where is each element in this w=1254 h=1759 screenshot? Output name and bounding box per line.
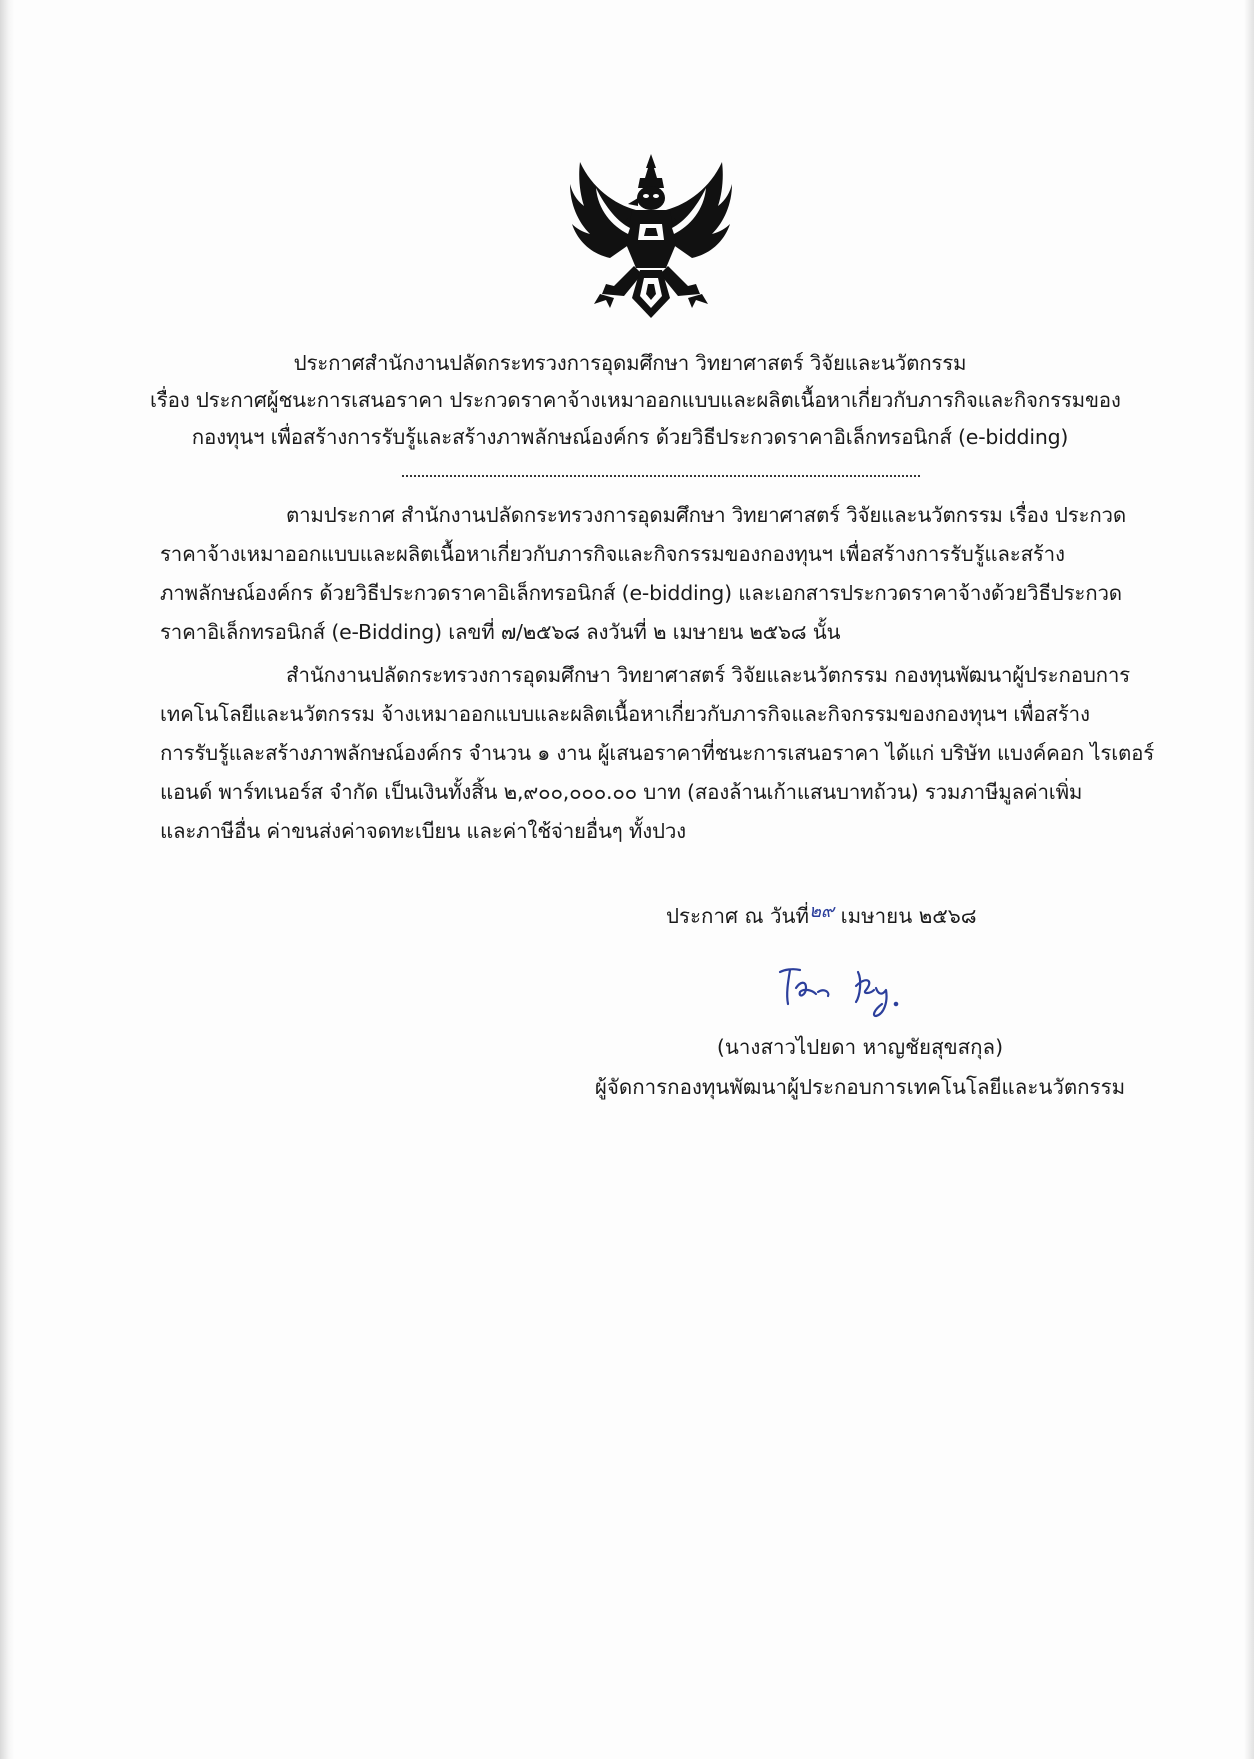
date-day-handwritten: ๒๙ — [809, 901, 835, 922]
paragraph2-line3: การรับรู้และสร้างภาพลักษณ์องค์กร จำนวน ๑ งาน ผู้เสนอราคาที่ชนะการเสนอราคา ได้แก่ บริษัท แบงค์คอก ไรเตอร์ — [160, 741, 1155, 765]
paragraph1-line2: ราคาจ้างเหมาออกแบบและผลิตเนื้อหาเกี่ยวกับภารกิจและกิจกรรมของกองทุนฯ เพื่อสร้างการรับรู้และสร้าง — [160, 542, 1065, 566]
announcement-title: ประกาศสำนักงานปลัดกระทรวงการอุดมศึกษา วิทยาศาสตร์ วิจัยและนวัตกรรม — [293, 351, 967, 375]
garuda-emblem-icon — [566, 148, 736, 324]
paragraph2-line4: แอนด์ พาร์ทเนอร์ส จำกัด เป็นเงินทั้งสิ้น ๒,๙๐๐,๐๐๐.๐๐ บาท (สองล้านเก้าแสนบาทถ้วน) รวมภาษีมูลค่าเพิ่ม — [160, 780, 1083, 804]
paragraph2-line2: เทคโนโลยีและนวัตกรรม จ้างเหมาออกแบบและผลิตเนื้อหาเกี่ยวกับภารกิจและกิจกรรมของกองทุนฯ เพื่อสร้าง — [160, 702, 1090, 726]
paragraph2-line1: สำนักงานปลัดกระทรวงการอุดมศึกษา วิทยาศาสตร์ วิจัยและนวัตกรรม กองทุนพัฒนาผู้ประกอบการ — [286, 663, 1130, 687]
announcement-subject-line1: เรื่อง ประกาศผู้ชนะการเสนอราคา ประกวดราคาจ้างเหมาออกแบบและผลิตเนื้อหาเกี่ยวกับภารกิจและกิจกรรมของ — [150, 388, 1121, 412]
handwritten-signature — [770, 958, 930, 1018]
date-prefix: ประกาศ ณ วันที่ — [666, 904, 810, 928]
paragraph2-line5: และภาษีอื่น ค่าขนส่งค่าจดทะเบียน และค่าใช้จ่ายอื่นๆ ทั้งปวง — [160, 819, 686, 843]
scan-edge-left — [0, 0, 14, 1759]
scan-edge-right — [1244, 0, 1254, 1759]
signatory-name: (นางสาวไปยดา หาญชัยสุขสกุล) — [716, 1035, 1004, 1059]
date-suffix: เมษายน ๒๕๖๘ — [834, 904, 977, 928]
announcement-date — [666, 897, 977, 937]
paragraph1-line1: ตามประกาศ สำนักงานปลัดกระทรวงการอุดมศึกษา วิทยาศาสตร์ วิจัยและนวัตกรรม เรื่อง ประกวด — [286, 503, 1126, 527]
paragraph1-line3: ภาพลักษณ์องค์กร ด้วยวิธีประกวดราคาอิเล็กทรอนิกส์ (e-bidding) และเอกสารประกวดราคาจ้างด้วยวิธีประกวด — [160, 581, 1122, 605]
paragraph1-line4: ราคาอิเล็กทรอนิกส์ (e-Bidding) เลขที่ ๗/๒๕๖๘ ลงวันที่ ๒ เมษายน ๒๕๖๘ นั้น — [160, 620, 841, 644]
announcement-subject-line2: กองทุนฯ เพื่อสร้างการรับรู้และสร้างภาพลักษณ์องค์กร ด้วยวิธีประกวดราคาอิเล็กทรอนิกส์ (e-bidding) — [191, 425, 1069, 449]
signatory-position: ผู้จัดการกองทุนพัฒนาผู้ประกอบการเทคโนโลยีและนวัตกรรม — [594, 1075, 1126, 1099]
dotted-divider — [402, 475, 920, 477]
